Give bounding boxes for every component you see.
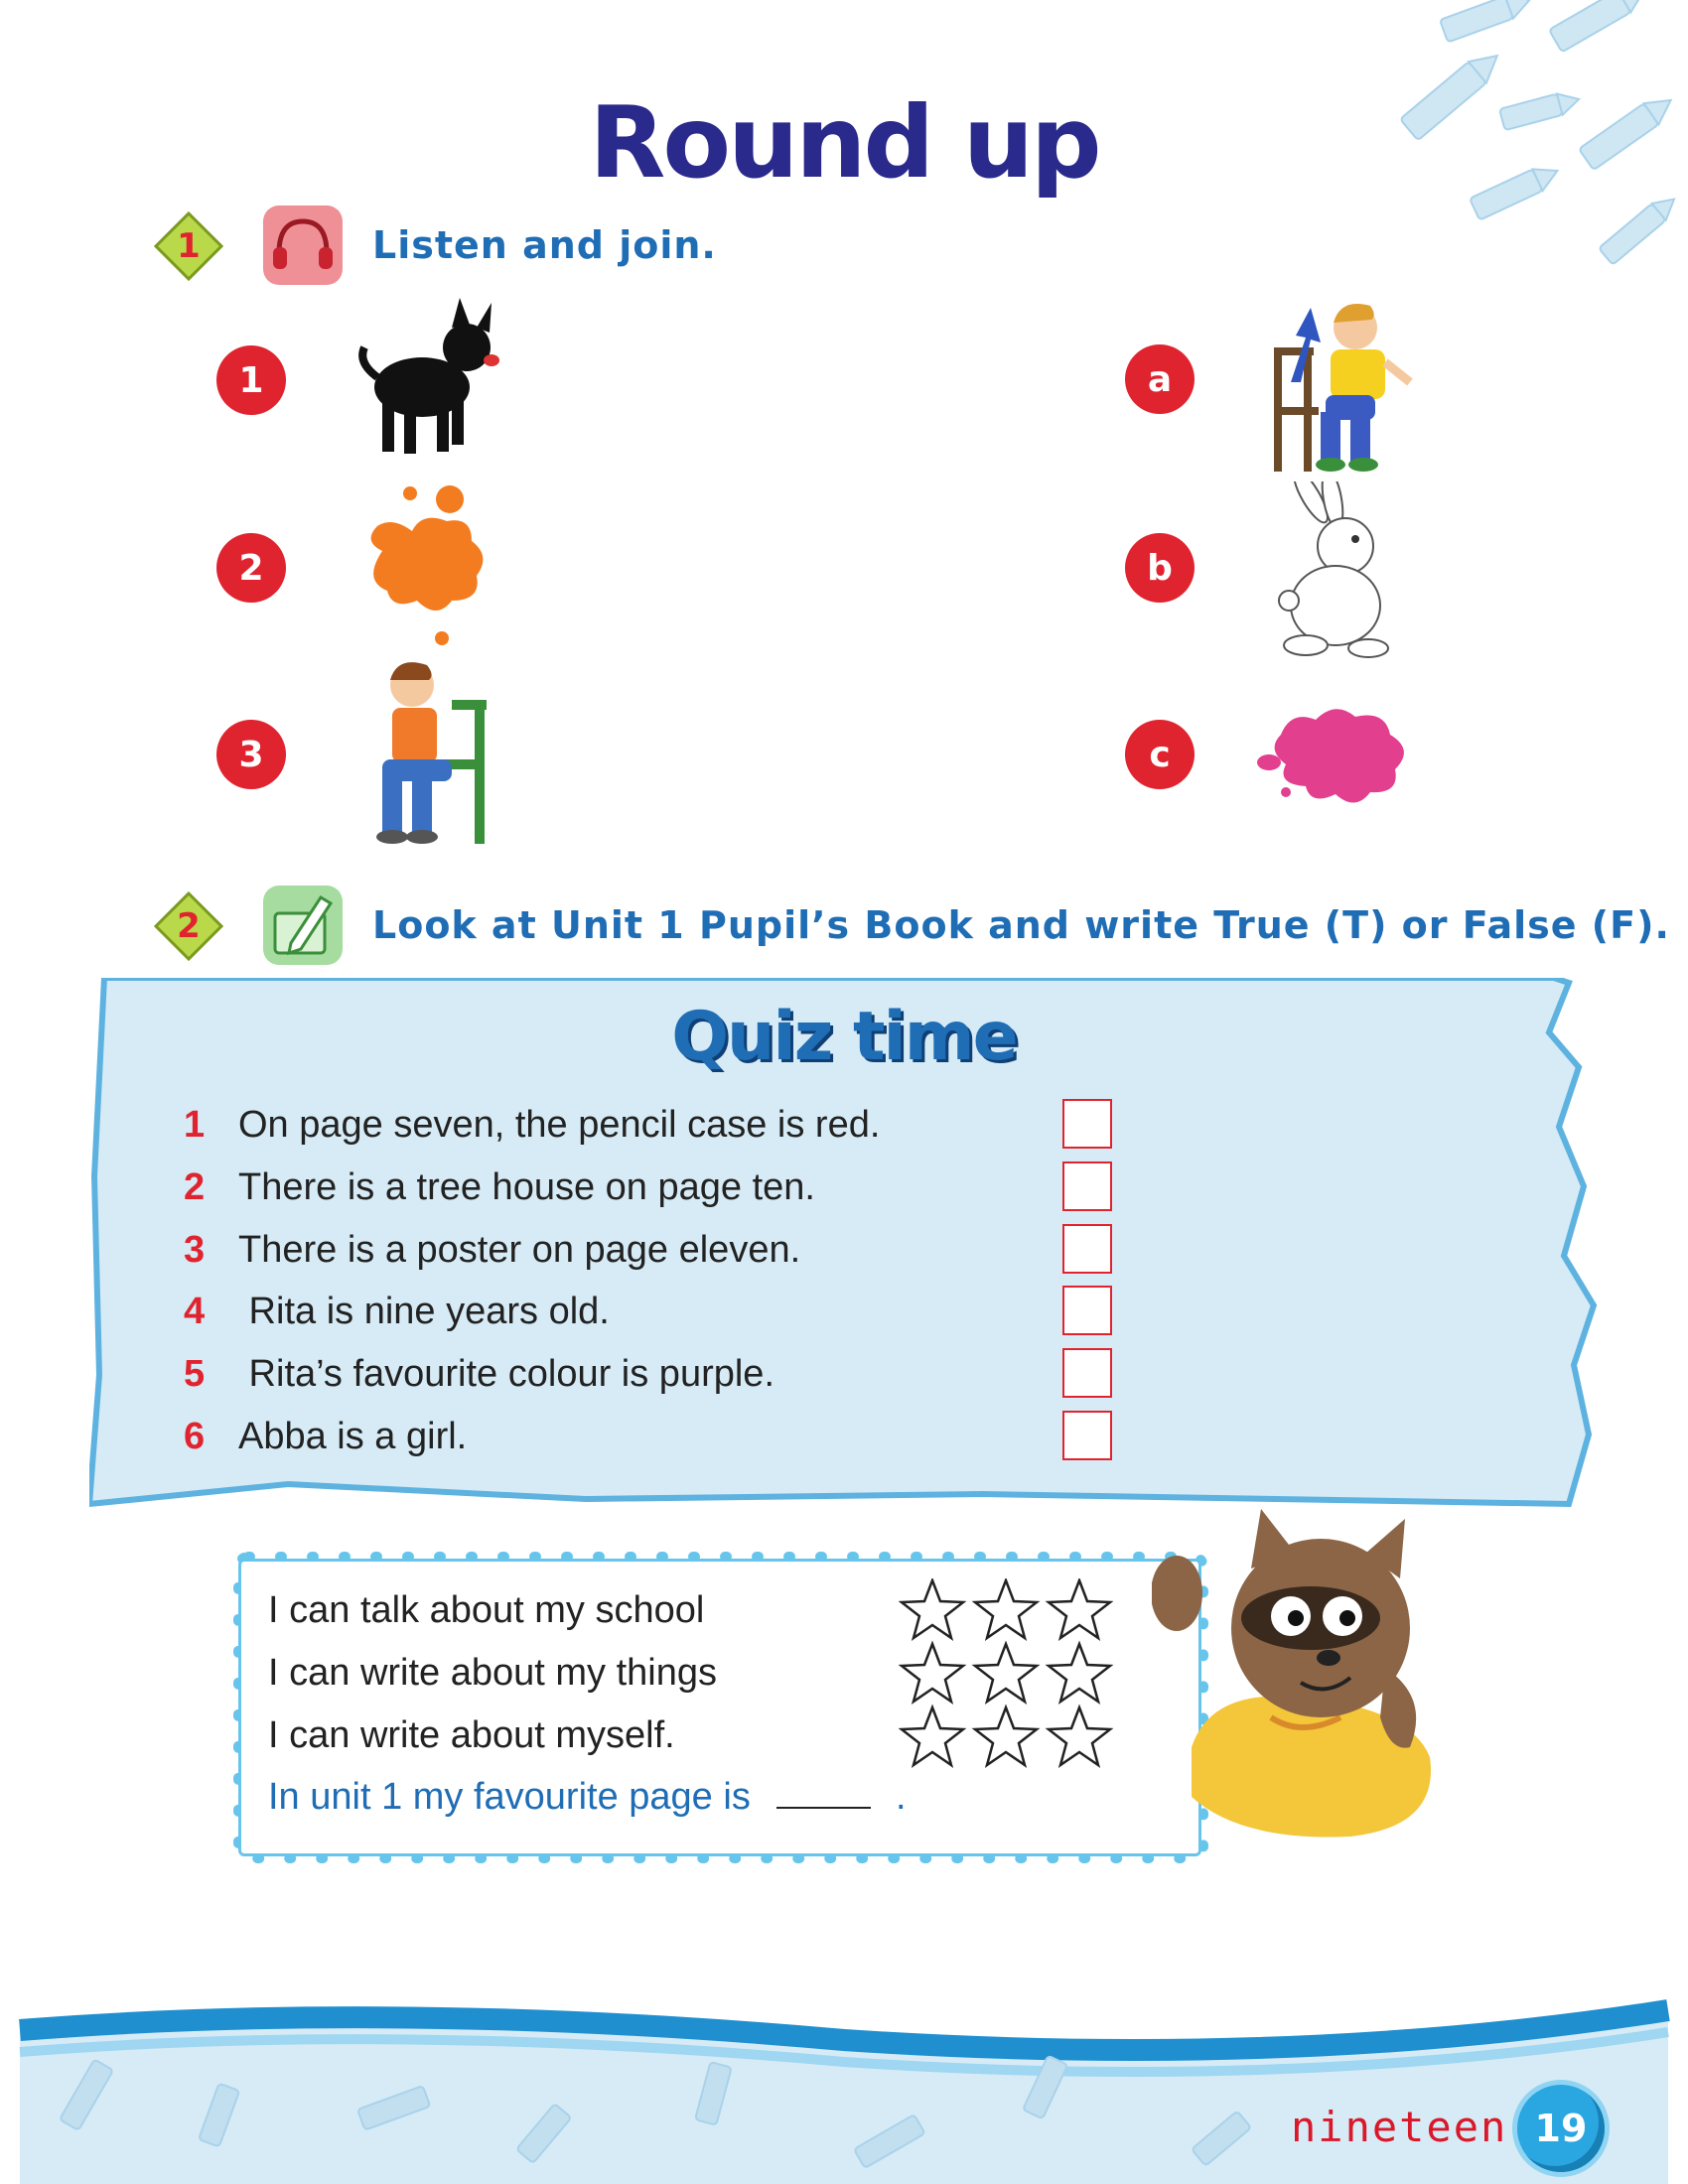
question-number: 5: [184, 1352, 206, 1395]
black-dog-picture: [352, 293, 511, 462]
bottom-wave-decoration: [0, 1990, 1688, 2184]
star-rating-group: [899, 1578, 1117, 1777]
answer-box-6[interactable]: [1062, 1411, 1112, 1460]
assessment-line-1: I can talk about my school: [268, 1589, 705, 1631]
white-rabbit-picture: [1261, 481, 1410, 665]
page-number-badge: 19: [1517, 2085, 1605, 2172]
assessment-line-2: I can write about my things: [268, 1652, 717, 1694]
boy-standing-picture: [1266, 288, 1425, 477]
left-item-number-1: 1: [216, 345, 286, 415]
star-icon[interactable]: [1049, 1644, 1110, 1702]
assessment-line-3: I can write about myself.: [268, 1714, 675, 1756]
boy-sitting-picture: [357, 650, 506, 849]
page-title: Round up: [589, 84, 1099, 201]
question-text: On page seven, the pencil case is red.: [238, 1103, 881, 1146]
question-number: 1: [184, 1103, 206, 1146]
question-number: 2: [184, 1165, 206, 1208]
star-icon[interactable]: [902, 1644, 963, 1702]
star-icon[interactable]: [902, 1707, 963, 1765]
quiz-question-5: [184, 1344, 1177, 1404]
question-text: Abba is a girl.: [238, 1415, 468, 1457]
right-item-letter-c: c: [1125, 720, 1195, 789]
question-number: 6: [184, 1415, 206, 1457]
headphones-icon: [261, 204, 345, 287]
answer-box-5[interactable]: [1062, 1348, 1112, 1398]
star-icon[interactable]: [902, 1580, 963, 1638]
quiz-question-1: [184, 1095, 1177, 1155]
star-icon[interactable]: [1049, 1707, 1110, 1765]
answer-box-3[interactable]: [1062, 1224, 1112, 1274]
quiz-question-6: [184, 1407, 1177, 1466]
question-text: Rita is nine years old.: [238, 1290, 610, 1332]
question-number: 3: [184, 1228, 206, 1271]
quiz-title: Quiz time: [671, 998, 1017, 1076]
quiz-question-4: [184, 1282, 1177, 1341]
right-item-letter-a: a: [1125, 344, 1195, 414]
quiz-question-2: [184, 1158, 1177, 1217]
favourite-page-blank[interactable]: [776, 1777, 871, 1809]
question-text: Rita’s favourite colour is purple.: [238, 1352, 774, 1395]
answer-box-1[interactable]: [1062, 1099, 1112, 1149]
quiz-question-3: [184, 1220, 1177, 1280]
answer-box-2[interactable]: [1062, 1161, 1112, 1211]
orange-splat-picture: [352, 481, 501, 655]
favourite-page-text: In unit 1 my favourite page is: [268, 1776, 751, 1818]
exercise-2-number: 2: [177, 906, 201, 946]
exercise-2-instruction: Look at Unit 1 Pupil’s Book and write True (T) or False (F).: [372, 903, 1670, 947]
star-icon[interactable]: [1049, 1580, 1110, 1638]
right-item-letter-b: b: [1125, 533, 1195, 603]
pink-splat-picture: [1251, 695, 1415, 814]
left-item-number-3: 3: [216, 720, 286, 789]
page-number-word: nineteen: [1291, 2103, 1508, 2151]
question-text: There is a poster on page eleven.: [238, 1228, 801, 1271]
star-icon[interactable]: [975, 1580, 1037, 1638]
exercise-1-number: 1: [177, 226, 201, 266]
star-icon[interactable]: [975, 1707, 1037, 1765]
favourite-page-line: [268, 1770, 907, 1825]
pencil-icon: [261, 884, 345, 967]
left-item-number-2: 2: [216, 533, 286, 603]
raccoon-mascot-picture: [1152, 1499, 1470, 1856]
favourite-page-period: .: [895, 1776, 907, 1818]
exercise-1-instruction: Listen and join.: [372, 223, 717, 267]
question-number: 4: [184, 1290, 206, 1332]
answer-box-4[interactable]: [1062, 1286, 1112, 1335]
star-icon[interactable]: [975, 1644, 1037, 1702]
question-text: There is a tree house on page ten.: [238, 1165, 815, 1208]
